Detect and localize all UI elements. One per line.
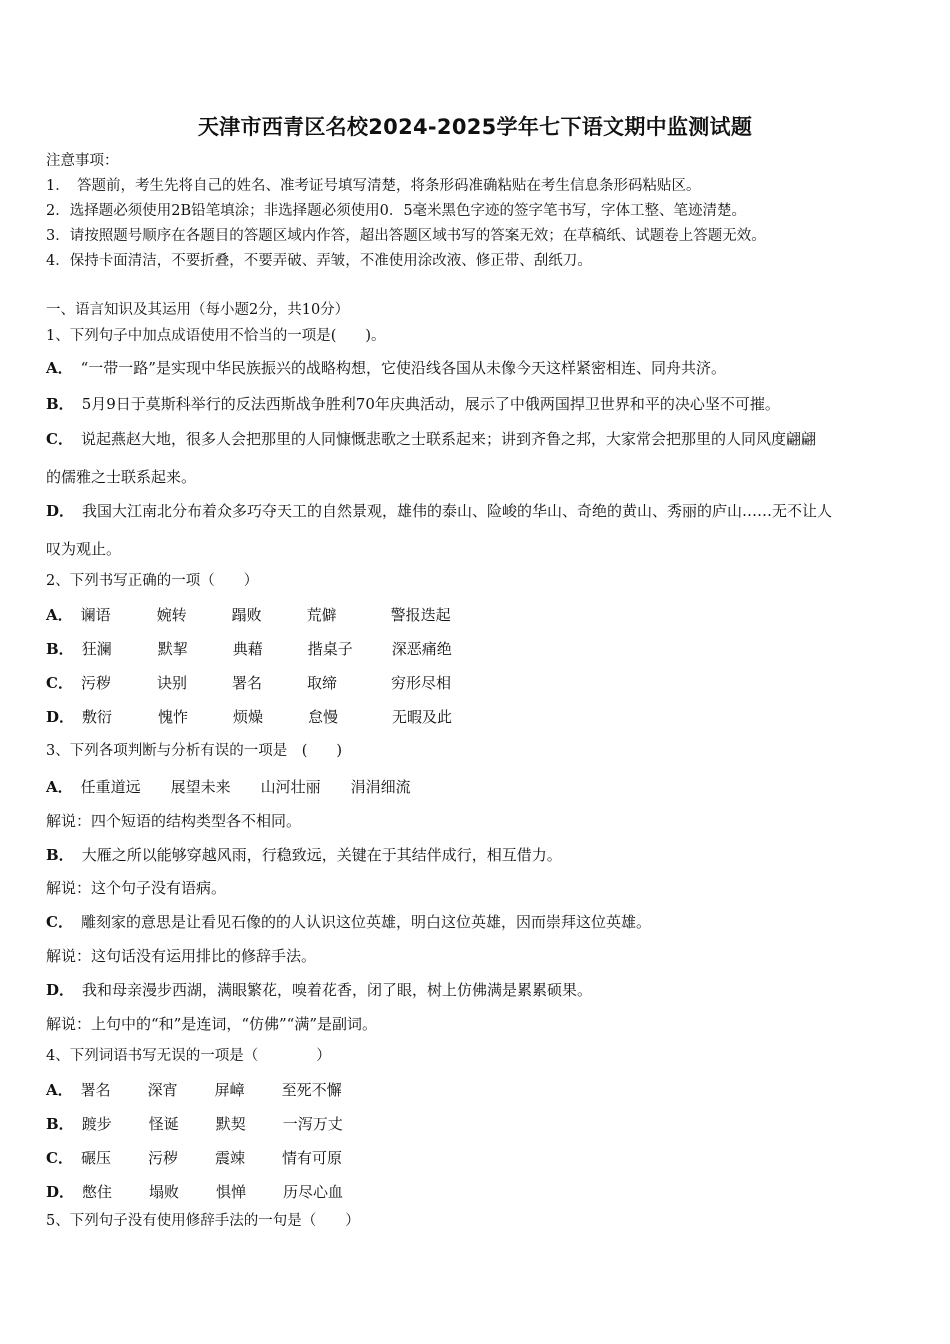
word: 谰语	[80, 606, 111, 624]
word: 蹋败	[231, 606, 262, 624]
word: 塌败	[149, 1183, 180, 1201]
word: 诀别	[156, 674, 187, 692]
word: 荒僻	[306, 606, 337, 624]
word: 默挈	[157, 640, 188, 658]
word: 污秽	[80, 674, 111, 692]
word: 默契	[215, 1115, 246, 1133]
option-label: A．	[46, 1081, 73, 1099]
notice-item: 4．保持卡面清洁，不要折叠，不要弄破、弄皱，不准使用涂改液、修正带、刮纸刀。	[46, 253, 592, 269]
option-label: A．	[46, 606, 73, 624]
option-a	[46, 1080, 342, 1100]
option-label: A．	[46, 359, 73, 377]
option-text: 我和母亲漫步西湖，满眼繁花，嗅着花香，闭了眼，树上仿佛满是累累硕果。	[82, 981, 593, 999]
option-text: 说起燕赵大地，很多人会把那里的人同慷慨悲歌之士联系起来；讲到齐鲁之邦，大家常会把那里的人同风度翩翩	[80, 430, 816, 448]
option-text: 雕刻家的意思是让看见石像的的人认识这位英雄，明白这位英雄，因而崇拜这位英雄。	[80, 913, 651, 931]
option-c	[46, 1148, 342, 1168]
option-text: 5月9日于莫斯科举行的反法西斯战争胜利70年庆典活动，展示了中俄两国捍卫世界和平的决心坚不可摧。	[81, 395, 780, 413]
word: 怪诞	[148, 1115, 179, 1133]
option-label: B．	[46, 395, 74, 413]
word: 一泻万丈	[282, 1115, 343, 1133]
option-label: D．	[46, 708, 75, 726]
notice-item: 3．请按照题号顺序在各题目的答题区域内作答，超出答题区域书写的答案无效；在草稿纸、试题卷上答题无效。	[46, 228, 766, 244]
question-stem: 2、下列书写正确的一项（ ）	[46, 573, 259, 589]
explanation: 解说：这句话没有运用排比的修辞手法。	[46, 947, 317, 965]
option-d	[46, 501, 832, 521]
word: 典藉	[232, 640, 263, 658]
option-b	[46, 639, 452, 659]
option-c	[46, 429, 816, 449]
explanation: 解说：四个短语的结构类型各不相同。	[46, 812, 302, 830]
option-b	[46, 1114, 343, 1134]
word: 污秽	[147, 1149, 178, 1167]
option-text: 任重道远 展望未来 山河壮丽 涓涓细流	[80, 778, 411, 796]
option-label: D．	[46, 1183, 75, 1201]
option-text: 我国大江南北分布着众多巧夺天工的自然景观，雄伟的泰山、险峻的华山、奇绝的黄山、秀丽的庐山……无不让人	[82, 502, 833, 520]
word: 深宵	[147, 1081, 178, 1099]
option-label: C．	[46, 1149, 73, 1167]
word: 屏嶂	[214, 1081, 245, 1099]
option-label: C．	[46, 913, 73, 931]
word: 震竦	[214, 1149, 245, 1167]
word: 憋住	[82, 1183, 113, 1201]
option-c	[46, 673, 451, 693]
option-label: B．	[46, 1115, 74, 1133]
word: 警报迭起	[390, 606, 451, 624]
section-heading: 一、语言知识及其运用（每小题2分，共10分）	[46, 302, 350, 318]
question-stem: 1、下列句子中加点成语使用不恰当的一项是( )。	[46, 328, 386, 344]
question-stem: 4、下列词语书写无误的一项是（ ）	[46, 1048, 331, 1064]
option-b	[46, 394, 780, 414]
word: 深恶痛绝	[391, 640, 452, 658]
word: 署名	[231, 674, 262, 692]
page-title: 天津市西青区名校2024-2025学年七下语文期中监测试题	[197, 115, 753, 139]
word: 情有可原	[281, 1149, 342, 1167]
option-c	[46, 912, 651, 932]
word: 敷衍	[82, 708, 113, 726]
word: 怠慢	[308, 708, 339, 726]
word: 穷形尽相	[390, 674, 451, 692]
word: 无暇及此	[392, 708, 453, 726]
word: 烦燥	[233, 708, 264, 726]
word: 狂澜	[81, 640, 112, 658]
option-d	[46, 980, 592, 1000]
option-d-continued: 叹为观止。	[46, 540, 122, 558]
word: 婉转	[156, 606, 187, 624]
notice-heading: 注意事项：	[46, 153, 119, 169]
word: 揩桌子	[307, 640, 353, 658]
option-label: B．	[46, 640, 74, 658]
option-label: C．	[46, 674, 73, 692]
option-b	[46, 845, 562, 865]
option-text: 大雁之所以能够穿越风雨，行稳致远，关键在于其结伴成行，相互借力。	[81, 846, 562, 864]
option-c-continued: 的儒雅之士联系起来。	[46, 468, 197, 486]
option-d	[46, 1182, 343, 1202]
word: 惧惮	[216, 1183, 247, 1201]
notice-item: 2．选择题必须使用2B铅笔填涂；非选择题必须使用0．5毫米黑色字迹的签字笔书写，字体工整、笔迹清楚。	[46, 203, 747, 219]
option-a	[46, 358, 726, 378]
explanation: 解说：这个句子没有语病。	[46, 879, 227, 897]
option-label: A．	[46, 778, 73, 796]
word: 至死不懈	[281, 1081, 342, 1099]
word: 取缔	[306, 674, 337, 692]
option-label: C．	[46, 430, 73, 448]
word: 愧怍	[158, 708, 189, 726]
question-stem: 3、下列各项判断与分析有误的一项是 ( )	[46, 743, 343, 759]
option-a	[46, 777, 411, 797]
word: 署名	[80, 1081, 111, 1099]
option-label: D．	[46, 981, 75, 999]
option-a	[46, 605, 451, 625]
explanation: 解说：上句中的“和”是连词，“仿佛”“满”是副词。	[46, 1015, 378, 1033]
word: 踱步	[81, 1115, 112, 1133]
option-label: B．	[46, 846, 74, 864]
word: 碾压	[80, 1149, 111, 1167]
notice-item: 1． 答题前，考生先将自己的姓名、准考证号填写清楚，将条形码准确粘贴在考生信息条形码粘贴区。	[46, 178, 701, 194]
option-d	[46, 707, 452, 727]
option-text: “一带一路”是实现中华民族振兴的战略构想，它使沿线各国从未像今天这样紧密相连、同舟共济。	[80, 359, 726, 377]
word: 历尽心血	[283, 1183, 344, 1201]
option-label: D．	[46, 502, 75, 520]
question-stem: 5、下列句子没有使用修辞手法的一句是（ ）	[46, 1213, 360, 1229]
